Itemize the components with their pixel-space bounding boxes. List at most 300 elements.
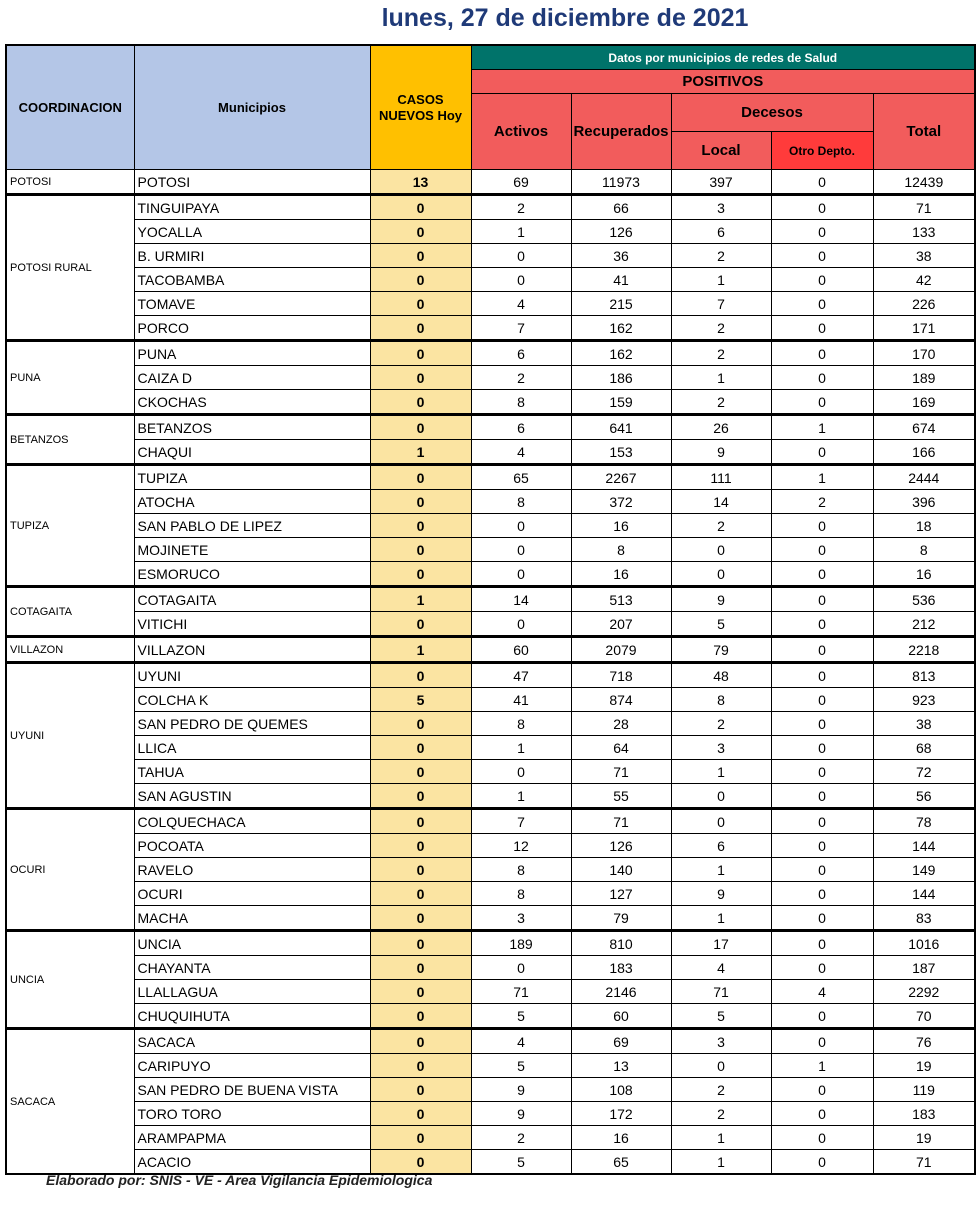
- decesos-local-cell: 9: [671, 440, 771, 465]
- recuperados-cell: 207: [571, 612, 671, 637]
- decesos-otro-depto-cell: 0: [771, 292, 873, 316]
- recuperados-cell: 126: [571, 834, 671, 858]
- activos-cell: 71: [471, 980, 571, 1004]
- municipio-cell: PUNA: [134, 341, 370, 366]
- activos-cell: 6: [471, 415, 571, 440]
- table-row: [6, 931, 975, 956]
- casos-nuevos-cell: 0: [370, 366, 471, 390]
- recuperados-cell: 36: [571, 244, 671, 268]
- decesos-local-cell: 1: [671, 268, 771, 292]
- activos-cell: 12: [471, 834, 571, 858]
- recuperados-cell: 641: [571, 415, 671, 440]
- total-cell: 38: [873, 712, 975, 736]
- activos-cell: 1: [471, 736, 571, 760]
- recuperados-cell: 41: [571, 268, 671, 292]
- casos-nuevos-cell: 0: [370, 244, 471, 268]
- casos-nuevos-cell: 0: [370, 760, 471, 784]
- decesos-otro-depto-cell: 0: [771, 956, 873, 980]
- header-activos: Activos: [471, 94, 571, 170]
- municipio-cell: VITICHI: [134, 612, 370, 637]
- decesos-local-cell: 5: [671, 1004, 771, 1029]
- recuperados-cell: 126: [571, 220, 671, 244]
- table-row: [6, 784, 975, 809]
- table-row: [6, 465, 975, 490]
- decesos-local-cell: 3: [671, 195, 771, 220]
- total-cell: 70: [873, 1004, 975, 1029]
- decesos-local-cell: 1: [671, 366, 771, 390]
- recuperados-cell: 71: [571, 760, 671, 784]
- total-cell: 19: [873, 1054, 975, 1078]
- decesos-otro-depto-cell: 0: [771, 688, 873, 712]
- casos-nuevos-cell: 0: [370, 562, 471, 587]
- table-row: [6, 244, 975, 268]
- activos-cell: 41: [471, 688, 571, 712]
- municipio-cell: POTOSI: [134, 170, 370, 195]
- total-cell: 536: [873, 587, 975, 612]
- decesos-otro-depto-cell: 0: [771, 612, 873, 637]
- municipio-cell: CKOCHAS: [134, 390, 370, 415]
- activos-cell: 8: [471, 882, 571, 906]
- decesos-otro-depto-cell: 0: [771, 906, 873, 931]
- table-row: [6, 562, 975, 587]
- decesos-otro-depto-cell: 0: [771, 1150, 873, 1175]
- coordinacion-cell: VILLAZON: [6, 637, 134, 663]
- casos-nuevos-cell: 0: [370, 1078, 471, 1102]
- municipio-cell: RAVELO: [134, 858, 370, 882]
- decesos-otro-depto-cell: 0: [771, 784, 873, 809]
- table-row: [6, 663, 975, 688]
- decesos-otro-depto-cell: 1: [771, 415, 873, 440]
- municipio-cell: SAN AGUSTIN: [134, 784, 370, 809]
- total-cell: 71: [873, 1150, 975, 1175]
- casos-nuevos-cell: 0: [370, 341, 471, 366]
- municipio-cell: VILLAZON: [134, 637, 370, 663]
- total-cell: 16: [873, 562, 975, 587]
- header-decesos: Decesos: [671, 94, 873, 132]
- total-cell: 83: [873, 906, 975, 931]
- decesos-local-cell: 2: [671, 341, 771, 366]
- table-row: [6, 490, 975, 514]
- municipio-cell: CHAYANTA: [134, 956, 370, 980]
- table-row: [6, 637, 975, 663]
- header-datos-por-municipios: Datos por municipios de redes de Salud: [471, 45, 975, 70]
- decesos-local-cell: 1: [671, 906, 771, 931]
- casos-nuevos-cell: 0: [370, 195, 471, 220]
- decesos-local-cell: 2: [671, 712, 771, 736]
- decesos-otro-depto-cell: 0: [771, 736, 873, 760]
- casos-nuevos-cell: 0: [370, 906, 471, 931]
- total-cell: 144: [873, 834, 975, 858]
- table-row: [6, 712, 975, 736]
- municipio-cell: B. URMIRI: [134, 244, 370, 268]
- casos-nuevos-cell: 1: [370, 587, 471, 612]
- decesos-otro-depto-cell: 1: [771, 465, 873, 490]
- decesos-local-cell: 71: [671, 980, 771, 1004]
- header-local: Local: [671, 132, 771, 170]
- municipio-cell: ARAMPAPMA: [134, 1126, 370, 1150]
- decesos-local-cell: 7: [671, 292, 771, 316]
- municipio-cell: TUPIZA: [134, 465, 370, 490]
- decesos-local-cell: 397: [671, 170, 771, 195]
- municipio-cell: SACACA: [134, 1029, 370, 1054]
- activos-cell: 189: [471, 931, 571, 956]
- table-row: [6, 809, 975, 834]
- activos-cell: 5: [471, 1150, 571, 1175]
- decesos-otro-depto-cell: 2: [771, 490, 873, 514]
- decesos-otro-depto-cell: 0: [771, 170, 873, 195]
- total-cell: 212: [873, 612, 975, 637]
- recuperados-cell: 16: [571, 1126, 671, 1150]
- coordinacion-cell: PUNA: [6, 341, 134, 415]
- casos-nuevos-cell: 0: [370, 490, 471, 514]
- total-cell: 18: [873, 514, 975, 538]
- decesos-otro-depto-cell: 0: [771, 220, 873, 244]
- table-row: [6, 688, 975, 712]
- total-cell: 674: [873, 415, 975, 440]
- recuperados-cell: 513: [571, 587, 671, 612]
- activos-cell: 8: [471, 712, 571, 736]
- casos-nuevos-cell: 0: [370, 931, 471, 956]
- activos-cell: 4: [471, 292, 571, 316]
- table-row: [6, 268, 975, 292]
- total-cell: 76: [873, 1029, 975, 1054]
- total-cell: 12439: [873, 170, 975, 195]
- decesos-otro-depto-cell: 0: [771, 931, 873, 956]
- table-row: [6, 292, 975, 316]
- municipio-cell: COTAGAITA: [134, 587, 370, 612]
- decesos-otro-depto-cell: 0: [771, 1078, 873, 1102]
- casos-nuevos-cell: 0: [370, 1054, 471, 1078]
- municipio-cell: PORCO: [134, 316, 370, 341]
- municipio-cell: ACACIO: [134, 1150, 370, 1175]
- recuperados-cell: 2267: [571, 465, 671, 490]
- decesos-local-cell: 9: [671, 587, 771, 612]
- total-cell: 8: [873, 538, 975, 562]
- decesos-local-cell: 2: [671, 244, 771, 268]
- recuperados-cell: 16: [571, 514, 671, 538]
- recuperados-cell: 186: [571, 366, 671, 390]
- casos-nuevos-cell: 0: [370, 882, 471, 906]
- recuperados-cell: 162: [571, 316, 671, 341]
- total-cell: 38: [873, 244, 975, 268]
- covid-cases-table: [5, 44, 976, 1175]
- decesos-otro-depto-cell: 0: [771, 637, 873, 663]
- casos-nuevos-cell: 0: [370, 736, 471, 760]
- decesos-otro-depto-cell: 0: [771, 268, 873, 292]
- decesos-local-cell: 6: [671, 834, 771, 858]
- municipio-cell: MACHA: [134, 906, 370, 931]
- casos-nuevos-cell: 0: [370, 1102, 471, 1126]
- decesos-local-cell: 8: [671, 688, 771, 712]
- total-cell: 2292: [873, 980, 975, 1004]
- coordinacion-cell: COTAGAITA: [6, 587, 134, 637]
- decesos-otro-depto-cell: 0: [771, 514, 873, 538]
- activos-cell: 65: [471, 465, 571, 490]
- activos-cell: 0: [471, 562, 571, 587]
- activos-cell: 2: [471, 1126, 571, 1150]
- decesos-otro-depto-cell: 0: [771, 562, 873, 587]
- decesos-local-cell: 0: [671, 562, 771, 587]
- total-cell: 923: [873, 688, 975, 712]
- coordinacion-cell: SACACA: [6, 1029, 134, 1175]
- casos-nuevos-cell: 0: [370, 834, 471, 858]
- total-cell: 170: [873, 341, 975, 366]
- casos-nuevos-cell: 0: [370, 712, 471, 736]
- casos-nuevos-cell: 0: [370, 809, 471, 834]
- coordinacion-cell: UYUNI: [6, 663, 134, 809]
- decesos-otro-depto-cell: 0: [771, 834, 873, 858]
- header-otro-depto: Otro Depto.: [771, 132, 873, 170]
- municipio-cell: POCOATA: [134, 834, 370, 858]
- activos-cell: 7: [471, 316, 571, 341]
- decesos-local-cell: 2: [671, 316, 771, 341]
- casos-nuevos-cell: 0: [370, 1004, 471, 1029]
- table-row: [6, 906, 975, 931]
- municipio-cell: COLQUECHACA: [134, 809, 370, 834]
- table-row: [6, 1078, 975, 1102]
- recuperados-cell: 13: [571, 1054, 671, 1078]
- activos-cell: 2: [471, 366, 571, 390]
- decesos-otro-depto-cell: 0: [771, 538, 873, 562]
- decesos-local-cell: 1: [671, 858, 771, 882]
- total-cell: 68: [873, 736, 975, 760]
- total-cell: 149: [873, 858, 975, 882]
- municipio-cell: BETANZOS: [134, 415, 370, 440]
- decesos-otro-depto-cell: 0: [771, 809, 873, 834]
- table-row: [6, 736, 975, 760]
- recuperados-cell: 64: [571, 736, 671, 760]
- table-row: [6, 1029, 975, 1054]
- municipio-cell: CARIPUYO: [134, 1054, 370, 1078]
- table-row: [6, 220, 975, 244]
- table-row: [6, 440, 975, 465]
- recuperados-cell: 69: [571, 1029, 671, 1054]
- decesos-otro-depto-cell: 0: [771, 663, 873, 688]
- header-recuperados: Recuperados: [571, 94, 671, 170]
- decesos-local-cell: 0: [671, 1054, 771, 1078]
- decesos-local-cell: 17: [671, 931, 771, 956]
- activos-cell: 5: [471, 1004, 571, 1029]
- decesos-local-cell: 2: [671, 1102, 771, 1126]
- total-cell: 19: [873, 1126, 975, 1150]
- total-cell: 2218: [873, 637, 975, 663]
- casos-nuevos-cell: 0: [370, 663, 471, 688]
- decesos-local-cell: 3: [671, 1029, 771, 1054]
- activos-cell: 1: [471, 220, 571, 244]
- total-cell: 171: [873, 316, 975, 341]
- table-row: [6, 170, 975, 195]
- casos-nuevos-cell: 0: [370, 268, 471, 292]
- casos-nuevos-cell: 0: [370, 292, 471, 316]
- table-row: [6, 390, 975, 415]
- decesos-otro-depto-cell: 0: [771, 1102, 873, 1126]
- decesos-otro-depto-cell: 0: [771, 1004, 873, 1029]
- decesos-otro-depto-cell: 0: [771, 390, 873, 415]
- decesos-local-cell: 1: [671, 1126, 771, 1150]
- decesos-otro-depto-cell: 0: [771, 316, 873, 341]
- activos-cell: 9: [471, 1102, 571, 1126]
- decesos-local-cell: 2: [671, 514, 771, 538]
- table-row: [6, 760, 975, 784]
- municipio-cell: LLICA: [134, 736, 370, 760]
- decesos-local-cell: 3: [671, 736, 771, 760]
- coordinacion-cell: POTOSI: [6, 170, 134, 195]
- recuperados-cell: 162: [571, 341, 671, 366]
- activos-cell: 0: [471, 538, 571, 562]
- casos-nuevos-cell: 5: [370, 688, 471, 712]
- table-row: [6, 1150, 975, 1175]
- activos-cell: 8: [471, 390, 571, 415]
- total-cell: 72: [873, 760, 975, 784]
- decesos-otro-depto-cell: 0: [771, 858, 873, 882]
- activos-cell: 0: [471, 244, 571, 268]
- casos-nuevos-cell: 0: [370, 514, 471, 538]
- recuperados-cell: 79: [571, 906, 671, 931]
- decesos-otro-depto-cell: 0: [771, 440, 873, 465]
- municipio-cell: TINGUIPAYA: [134, 195, 370, 220]
- decesos-local-cell: 9: [671, 882, 771, 906]
- recuperados-cell: 183: [571, 956, 671, 980]
- recuperados-cell: 215: [571, 292, 671, 316]
- table-row: [6, 1126, 975, 1150]
- coordinacion-cell: TUPIZA: [6, 465, 134, 587]
- table-row: [6, 980, 975, 1004]
- decesos-local-cell: 6: [671, 220, 771, 244]
- recuperados-cell: 65: [571, 1150, 671, 1175]
- coordinacion-cell: UNCIA: [6, 931, 134, 1029]
- decesos-otro-depto-cell: 0: [771, 712, 873, 736]
- table-row: [6, 956, 975, 980]
- recuperados-cell: 127: [571, 882, 671, 906]
- total-cell: 396: [873, 490, 975, 514]
- coordinacion-cell: BETANZOS: [6, 415, 134, 465]
- recuperados-cell: 153: [571, 440, 671, 465]
- table-row: [6, 882, 975, 906]
- total-cell: 42: [873, 268, 975, 292]
- casos-nuevos-cell: 0: [370, 390, 471, 415]
- total-cell: 78: [873, 809, 975, 834]
- recuperados-cell: 55: [571, 784, 671, 809]
- decesos-local-cell: 14: [671, 490, 771, 514]
- recuperados-cell: 60: [571, 1004, 671, 1029]
- municipio-cell: UYUNI: [134, 663, 370, 688]
- activos-cell: 1: [471, 784, 571, 809]
- table-row: [6, 538, 975, 562]
- activos-cell: 8: [471, 490, 571, 514]
- decesos-otro-depto-cell: 0: [771, 1126, 873, 1150]
- activos-cell: 47: [471, 663, 571, 688]
- decesos-local-cell: 4: [671, 956, 771, 980]
- recuperados-cell: 159: [571, 390, 671, 415]
- activos-cell: 0: [471, 956, 571, 980]
- municipio-cell: UNCIA: [134, 931, 370, 956]
- recuperados-cell: 16: [571, 562, 671, 587]
- table-row: [6, 587, 975, 612]
- casos-nuevos-cell: 0: [370, 1029, 471, 1054]
- casos-nuevos-cell: 0: [370, 1150, 471, 1175]
- table-row: [6, 316, 975, 341]
- municipio-cell: SAN PEDRO DE BUENA VISTA: [134, 1078, 370, 1102]
- table-row: [6, 1054, 975, 1078]
- activos-cell: 0: [471, 514, 571, 538]
- recuperados-cell: 718: [571, 663, 671, 688]
- decesos-local-cell: 0: [671, 784, 771, 809]
- total-cell: 119: [873, 1078, 975, 1102]
- table-row: [6, 366, 975, 390]
- recuperados-cell: 8: [571, 538, 671, 562]
- recuperados-cell: 372: [571, 490, 671, 514]
- decesos-local-cell: 0: [671, 538, 771, 562]
- activos-cell: 4: [471, 440, 571, 465]
- activos-cell: 5: [471, 1054, 571, 1078]
- recuperados-cell: 140: [571, 858, 671, 882]
- decesos-local-cell: 5: [671, 612, 771, 637]
- decesos-otro-depto-cell: 0: [771, 1029, 873, 1054]
- table-row: [6, 1102, 975, 1126]
- header-casos-nuevos: CASOS NUEVOS Hoy: [370, 45, 471, 170]
- header-positivos: POSITIVOS: [471, 70, 975, 94]
- municipio-cell: ATOCHA: [134, 490, 370, 514]
- recuperados-cell: 172: [571, 1102, 671, 1126]
- total-cell: 189: [873, 366, 975, 390]
- municipio-cell: OCURI: [134, 882, 370, 906]
- total-cell: 1016: [873, 931, 975, 956]
- total-cell: 2444: [873, 465, 975, 490]
- activos-cell: 60: [471, 637, 571, 663]
- activos-cell: 69: [471, 170, 571, 195]
- total-cell: 187: [873, 956, 975, 980]
- total-cell: 166: [873, 440, 975, 465]
- footer-credit: Elaborado por: SNIS - VE - Area Vigilancia Epidemiologica: [46, 1172, 433, 1188]
- decesos-otro-depto-cell: 0: [771, 195, 873, 220]
- casos-nuevos-cell: 0: [370, 538, 471, 562]
- decesos-local-cell: 2: [671, 390, 771, 415]
- activos-cell: 0: [471, 760, 571, 784]
- table-row: [6, 1004, 975, 1029]
- recuperados-cell: 2079: [571, 637, 671, 663]
- activos-cell: 14: [471, 587, 571, 612]
- coordinacion-cell: OCURI: [6, 809, 134, 931]
- casos-nuevos-cell: 0: [370, 956, 471, 980]
- decesos-otro-depto-cell: 0: [771, 760, 873, 784]
- recuperados-cell: 71: [571, 809, 671, 834]
- casos-nuevos-cell: 0: [370, 1126, 471, 1150]
- header-municipios: Municipios: [134, 45, 370, 170]
- header-coordinacion: COORDINACION: [6, 45, 134, 170]
- table-row: [6, 612, 975, 637]
- decesos-local-cell: 0: [671, 809, 771, 834]
- municipio-cell: CHUQUIHUTA: [134, 1004, 370, 1029]
- activos-cell: 8: [471, 858, 571, 882]
- total-cell: 813: [873, 663, 975, 688]
- table-row: [6, 514, 975, 538]
- activos-cell: 0: [471, 268, 571, 292]
- municipio-cell: TOMAVE: [134, 292, 370, 316]
- recuperados-cell: 108: [571, 1078, 671, 1102]
- casos-nuevos-cell: 0: [370, 316, 471, 341]
- decesos-otro-depto-cell: 1: [771, 1054, 873, 1078]
- municipio-cell: ESMORUCO: [134, 562, 370, 587]
- activos-cell: 0: [471, 612, 571, 637]
- decesos-local-cell: 111: [671, 465, 771, 490]
- decesos-local-cell: 1: [671, 1150, 771, 1175]
- decesos-otro-depto-cell: 4: [771, 980, 873, 1004]
- total-cell: 169: [873, 390, 975, 415]
- activos-cell: 9: [471, 1078, 571, 1102]
- casos-nuevos-cell: 0: [370, 980, 471, 1004]
- table-row: [6, 341, 975, 366]
- total-cell: 133: [873, 220, 975, 244]
